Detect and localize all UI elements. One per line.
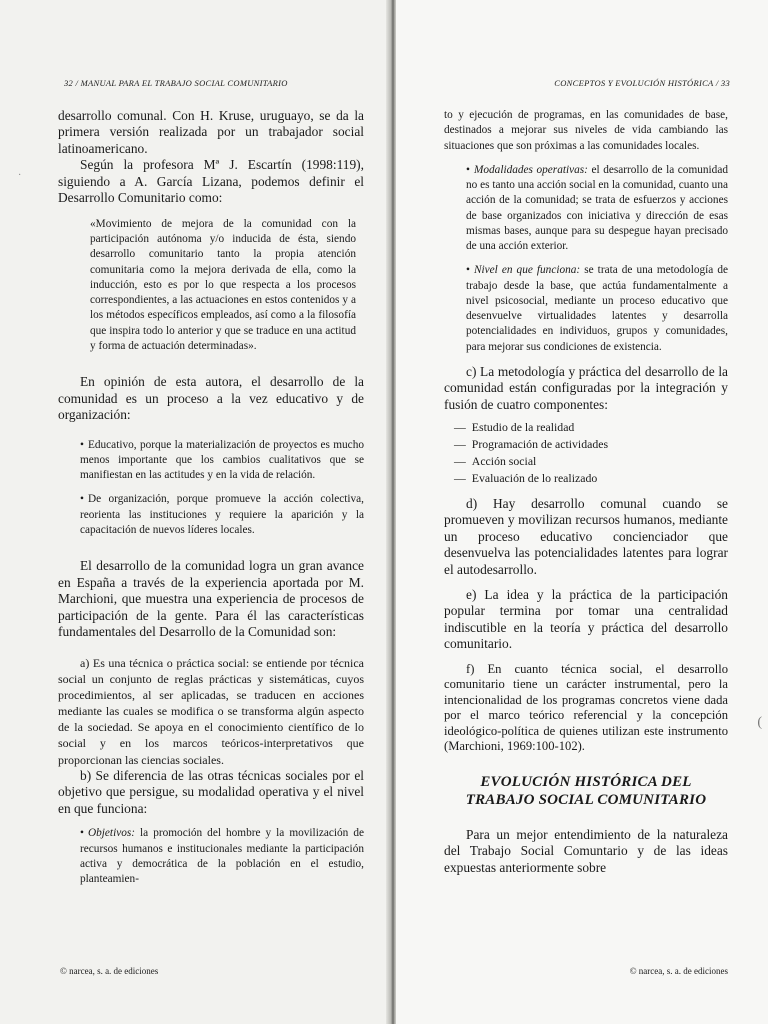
list-item: — Estudio de la realidad bbox=[454, 420, 575, 435]
bullet-text: el desarrollo de la comunidad no es tanto una acción social en la comunidad, cuanto una acción de la comunidad; se trata de esfuerzos y acciones de base organizados con iniciativa y dirección de esas mismas bases, aunque para su despegue hayan precisado de una acción exterior. bbox=[466, 163, 728, 252]
paragraph-item-a: a) Es una técnica o práctica social: se entiende por técnica social un conjunto de reglas prácticas y sistemáticas, cuyos procedimientos, al ser aplicadas, se traducen en acciones mediante las cuales se modifica o se transforma algún aspecto de la sociedad. Se apoya en el conocimiento científico de lo social y en los marcos teóricos-interpretativos que proporcionan las ciencias sociales. bbox=[58, 655, 364, 767]
footer-left: © narcea, s. a. de ediciones bbox=[60, 966, 159, 976]
bullet-item bbox=[80, 826, 364, 887]
paragraph: Para un mejor entendimiento de la naturaleza del Trabajo Social Comuntario y de las ideas expuestas anteriormente sobre bbox=[444, 826, 728, 875]
bullet-text: Educativo, porque la materialización de proyectos es mucho menos importante que los cambios cualitativos que se manifiestan en las actitudes y en la vida de relación. bbox=[80, 438, 364, 482]
bullet-item bbox=[466, 163, 728, 255]
right-page: CONCEPTOS Y EVOLUCIÓN HISTÓRICA / 33 to y ejecución de programas, en las comunidades de base, destinados a mejorar sus niveles de vida cambiando las situaciones que son próximas a las comunidades locales. • Modalidades operativas: el desarrollo de la comunidad no es tanto una acción social en la comunidad, cuanto una acción de la comunidad; se trata de esfuerzos y acciones de base organizados con iniciativa y dirección de esas mismas bases, aunque para su despegue hayan precisado de una acción exterior. • Nivel en que funciona: se trata de una metodología de trabajo desde la base, que actúa fundamentalmente a nivel psicosocial, mediante un proceso educativo que desenvuelve virtualidades latentes y desarrolla potencialidades en individuos, grupos y comunidades, para mejorar sus condiciones de existencia. c) La metodología y práctica del desarrollo de la comunidad están configuradas por la integración y fusión de cuatro componentes: — Estudio de la realidad — Programación de actividades — Acción social — Evaluación de lo realizado d) Hay desarrollo comunal cuando se promueven y movilizan recursos humanos, mediante un proceso educativo concienciador que desenvuelva las potencialidades latentes para lograr el autodesarrollo. e) La idea y la práctica de la participación popular termina por tomar una centralidad indiscutible en la teoría y práctica del desarrollo comunitario. f) En cuanto técnica social, el desarrollo comunitario tiene un carácter instrumental, pero la intencionalidad de los programas concretos viene dada por el marco teórico referencial y la concepción ideológico-política de quienes utilizan este instrumento (Marchioni, 1969:100-102). EVOLUCIÓN HISTÓRICA DEL TRABAJO SOCIAL COMUNITARIO Para un mejor entendimiento de la naturaleza del Trabajo Social Comuntario y de las ideas expuestas anteriormente sobre © narcea, s. a. de ediciones ( bbox=[396, 0, 768, 1024]
list-item: — Acción social bbox=[454, 454, 537, 469]
paragraph-item-c: c) La metodología y práctica del desarrollo de la comunidad están configuradas por la integración y fusión de cuatro componentes: bbox=[444, 363, 728, 412]
bullet-icon: • bbox=[466, 264, 470, 277]
bullet-icon: • bbox=[466, 163, 470, 176]
bullet-icon: • bbox=[80, 493, 84, 506]
bullet-item bbox=[80, 492, 364, 538]
paragraph-item-b: b) Se diferencia de las otras técnicas sociales por el objetivo que persigue, su modalidad operativa y el nivel en que funciona: bbox=[58, 767, 364, 816]
left-page-content bbox=[58, 108, 364, 887]
paragraph: desarrollo comunal. Con H. Kruse, uruguayo, se da la primera versión realizada por un trabajador social latinoamericano. bbox=[58, 108, 364, 156]
right-page-content bbox=[444, 108, 728, 876]
paragraph: to y ejecución de programas, en las comunidades de base, destinados a mejorar sus niveles de vida cambiando las situaciones que son próximas a las comunidades locales. bbox=[444, 109, 728, 152]
bullet-item bbox=[466, 263, 728, 355]
bullet-text: la promoción del hombre y la movilización de recursos humanos e institucionales mediante la participación activa y democrática de la población en el estudio, planteamien- bbox=[80, 827, 364, 886]
bullet-icon: • bbox=[80, 827, 84, 840]
paragraph: Según la profesora Mª J. Escartín (1998:119), siguiendo a A. García Lizana, podemos definir el Desarrollo Comunitario como: bbox=[58, 157, 364, 206]
bullet-icon: • bbox=[80, 438, 84, 451]
list-item: — Programación de actividades bbox=[454, 437, 609, 452]
left-page: 32 / MANUAL PARA EL TRABAJO SOCIAL COMUNITARIO desarrollo comunal. Con H. Kruse, uruguayo, se da la primera versión realizada por un trabajador social latinoamericano. Según la profesora Mª J. Escartín (1998:119), siguiendo a A. García Lizana, podemos definir el Desarrollo Comunitario como: «Movimiento de mejora de la comunidad con la participación autónoma y/o inducida de ésta, siendo desarrollo comunitario tanto la propia atención comunitaria como la mejora derivada de ella, como la inducción, esto es por lo que respecta a los procesos correspondientes, a las actuaciones en estos contenidos y a los métodos específicos empleados, así como a la filosofía que inspira todo lo anterior y que se traduce en una actitud y forma de actuación determinadas». En opinión de esta autora, el desarrollo de la comunidad es un proceso a la vez educativo y de organización: • Educativo, porque la materialización de proyectos es mucho menos importante que los cambios cualitativos que se manifiestan en las actitudes y en la vida de relación. • De organización, porque promueve la acción colectiva, reorienta las instituciones y requiere la aparición y la capacitación de nuevos líderes locales. El desarrollo de la comunidad logra un gran avance en España a través de la experiencia aportada por M. Marchioni, que muestra una experiencia de procesos de participación de la gente. Para él las características fundamentales del Desarrollo de la Comunidad son: a) Es una técnica o práctica social: se entiende por técnica social un conjunto de reglas prácticas y sistemáticas, cuyos procedimientos, al ser aplicadas, se traducen en acciones mediante las cuales se modifica o se transforma algún aspecto de la sociedad. Se apoya en el conocimiento científico de lo social y en los marcos teóricos-interpretativos que proporcionan las ciencias sociales. b) Se diferencia de las otras técnicas sociales por el objetivo que persigue, su modalidad operativa y el nivel en que funciona: • Objetivos: la promoción del hombre y la movilización de recursos humanos e institucionales mediante la participación activa y democrática de la población en el estudio, planteamien- © narcea, s. a. de ediciones · bbox=[0, 0, 392, 1024]
list-item: — Evaluación de lo realizado bbox=[454, 471, 598, 486]
paragraph-item-f: f) En cuanto técnica social, el desarrollo comunitario tiene un carácter instrumental, pero la intencionalidad de los programas concretos viene dada por el marco teórico referencial y la concepción ideológico-política de quienes utilizan este instrumento (Marchioni, 1969:100-102). bbox=[444, 661, 728, 754]
paragraph-item-e: e) La idea y la práctica de la participación popular termina por tomar una centralidad indiscutible en la teoría y práctica del desarrollo comunitario. bbox=[444, 587, 728, 652]
bullet-label: Nivel en que funciona: bbox=[473, 264, 581, 277]
running-header-left: 32 / MANUAL PARA EL TRABAJO SOCIAL COMUNITARIO bbox=[64, 78, 288, 88]
paragraph: En opinión de esta autora, el desarrollo de la comunidad es un proceso a la vez educativo y de organización: bbox=[58, 374, 364, 423]
running-header-right: CONCEPTOS Y EVOLUCIÓN HISTÓRICA / 33 bbox=[554, 78, 730, 88]
bullet-text: De organización, porque promueve la acción colectiva, reorienta las instituciones y requiere la aparición y la capacitación de nuevos líderes locales. bbox=[80, 493, 364, 536]
paragraph-item-d: d) Hay desarrollo comunal cuando se promueven y movilizan recursos humanos, mediante un proceso educativo concienciador que desenvuelva las potencialidades latentes para lograr el autodesarrollo. bbox=[444, 495, 728, 577]
section-title: EVOLUCIÓN HISTÓRICA DEL TRABAJO SOCIAL COMUNITARIO bbox=[465, 773, 707, 808]
bullet-text: se trata de una metodología de trabajo desde la base, que actúa fundamentalmente a nivel psicosocial, mediante un proceso educativo que desenvuelve virtualidades latentes y desarrolla potencialidades en individuos, grupos y comunidades, para mejorar sus condiciones de existencia. bbox=[466, 264, 728, 353]
paragraph: El desarrollo de la comunidad logra un gran avance en España a través de la experiencia aportada por M. Marchioni, que muestra una experiencia de procesos de participación de la gente. Para él las características fundamentales del Desarrollo de la Comunidad son: bbox=[58, 558, 364, 640]
block-quote: «Movimiento de mejora de la comunidad con la participación autónoma y/o inducida de ésta, siendo desarrollo comunitario tanto la propia atención comunitaria como la mejora derivada de ella, como la inducción, esto es por lo que respecta a los procesos correspondientes, a las actuaciones en estos contenidos y a los métodos específicos empleados, así como a la filosofía que inspira todo lo anterior y que se traduce en una actitud y forma de actuación determinadas». bbox=[90, 217, 356, 352]
footer-right: © narcea, s. a. de ediciones bbox=[629, 966, 728, 976]
bullet-item bbox=[80, 438, 364, 484]
components-list bbox=[454, 419, 728, 487]
bullet-label: Objetivos: bbox=[87, 827, 136, 840]
bullet-label: Modalidades operativas: bbox=[473, 163, 588, 176]
